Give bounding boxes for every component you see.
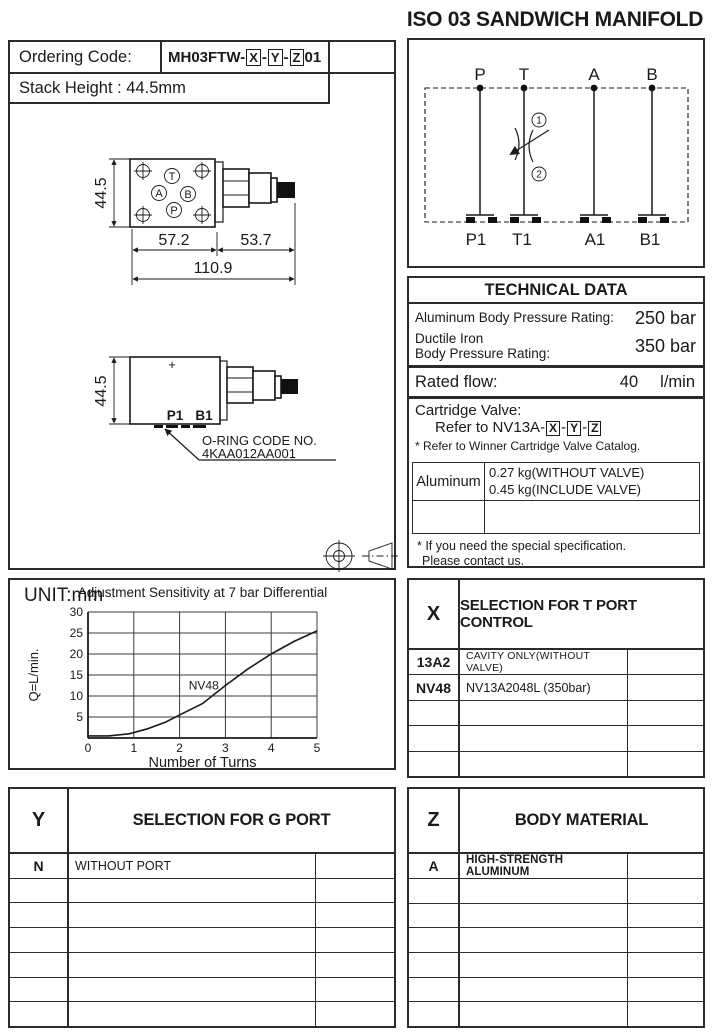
selection-x-table [407, 578, 705, 778]
side-view-drawing [62, 347, 357, 472]
table-row [10, 978, 394, 1003]
weight-material: Aluminum [413, 463, 485, 500]
ordering-code-row [10, 42, 394, 74]
selection-x-title: SELECTION FOR T PORT CONTROL [460, 597, 637, 631]
unit-label: UNIT:mm [24, 585, 104, 606]
svg-text:0: 0 [84, 741, 92, 755]
pressure2-label: Ductile Iron Body Pressure Rating: [415, 330, 551, 361]
plus-mark-icon: + [168, 357, 176, 372]
cartridge-box-y: Y [567, 421, 581, 436]
table-row [409, 752, 703, 776]
technical-data-panel [407, 276, 705, 568]
table-row [10, 953, 394, 978]
page-title: ISO 03 SANDWICH MANIFOLD [406, 8, 704, 31]
table-row: N WITHOUT PORT [10, 854, 394, 879]
svg-text:Number of Turns: Number of Turns [148, 755, 257, 768]
table-row [10, 1002, 394, 1026]
stack-height-row: Stack Height : 44.5mm [10, 74, 330, 104]
cone-icon [362, 543, 398, 569]
schematic-port-b1: B1 [639, 230, 661, 249]
table-row [409, 701, 703, 726]
port-t-label: T [168, 171, 176, 183]
svg-text:5: 5 [313, 741, 321, 755]
port-p-label: P [170, 205, 178, 217]
selection-z-key: Z [409, 789, 460, 852]
pressure2-value: 350 bar [634, 336, 696, 357]
ordering-code-value [162, 42, 330, 72]
rated-flow-unit: l/min [660, 372, 695, 391]
svg-text:NV48: NV48 [188, 678, 219, 693]
adjustment-sensitivity-chart [8, 578, 396, 770]
oring-note-line1: O-RING CODE NO. [202, 433, 317, 448]
chart-canvas [10, 580, 394, 768]
table-row [409, 904, 703, 929]
table-row [10, 928, 394, 953]
svg-text:2: 2 [176, 741, 183, 755]
table-row: NV48 NV13A2048L (350bar) [409, 675, 703, 700]
ordering-code-sep: - [261, 48, 267, 66]
table-row: A HIGH-STRENGTH ALUMINUM [409, 854, 703, 879]
side-port-b1-label: B1 [195, 408, 213, 423]
rated-flow-value: 40 [619, 372, 639, 391]
selection-y-table [8, 787, 396, 1028]
svg-text:3: 3 [222, 741, 229, 755]
selection-z-title: BODY MATERIAL [514, 811, 649, 829]
technical-data-title: TECHNICAL DATA [409, 278, 703, 304]
weight-values: 0.27 kg(WITHOUT VALVE) 0.45 kg(INCLUDE VALVE) [489, 465, 645, 497]
oring-note-line2: 4KAA012AA001 [202, 446, 296, 461]
side-port-p1-label: P1 [166, 408, 184, 423]
dim-height: 44.5 [93, 177, 110, 209]
special-spec-note: * If you need the special specification. Please contact us. [417, 539, 627, 568]
table-row [409, 1002, 703, 1026]
pressure1-label: Aluminum Body Pressure Rating: [415, 309, 614, 325]
cartridge-valve-profile [223, 169, 295, 207]
throttle-valve-icon [511, 113, 549, 181]
dim-height-side: 44.5 [93, 375, 110, 407]
table-row [409, 879, 703, 904]
selection-x-key: X [409, 580, 460, 648]
svg-text:25: 25 [69, 626, 83, 640]
o-ring-marks [154, 425, 206, 428]
table-row [409, 726, 703, 751]
cartridge-line1: Cartridge Valve: [415, 402, 522, 419]
rated-flow-row [409, 368, 703, 399]
selection-z-table [407, 787, 705, 1028]
weight-values-empty [485, 501, 699, 533]
table-row [409, 928, 703, 953]
svg-text:Q=L/min.: Q=L/min. [26, 648, 41, 702]
table-row [10, 879, 394, 904]
pressure1-value: 250 bar [634, 307, 696, 328]
schematic-port-p1: P1 [465, 230, 487, 249]
svg-text:Adjustment Sensitivity at 7 ba: Adjustment Sensitivity at 7 bar Differential [77, 585, 328, 600]
cartridge-note: * Refer to Winner Cartridge Valve Catalog. [415, 439, 641, 453]
hydraulic-schematic [409, 40, 703, 266]
selection-y-key: Y [10, 789, 69, 852]
rated-flow-label: Rated flow: [415, 372, 498, 391]
cartridge-box-x: X [546, 421, 560, 436]
callout-1: 1 [536, 115, 542, 127]
ordering-code-prefix: MH03FTW- [168, 48, 246, 66]
cartridge-box-z: Z [588, 421, 601, 436]
dim-total: 110.9 [193, 260, 233, 277]
ordering-code-sep: - [283, 48, 289, 66]
svg-text:10: 10 [69, 689, 83, 703]
top-view-drawing [62, 137, 352, 297]
port-b-label: B [184, 189, 192, 201]
schematic-port-t: T [518, 65, 530, 84]
svg-text:5: 5 [76, 710, 83, 724]
svg-text:30: 30 [69, 605, 83, 619]
ordering-code-box-x: X [246, 49, 261, 66]
schematic-port-t1: T1 [512, 230, 532, 249]
table-row [409, 953, 703, 978]
dim-width1: 57.2 [158, 232, 190, 249]
schematic-port-a1: A1 [584, 230, 606, 249]
cartridge-reference: Refer to NV13A- X - Y - Z [415, 419, 697, 436]
ordering-code-suffix: 01 [304, 48, 322, 66]
svg-text:20: 20 [69, 647, 83, 661]
svg-text:15: 15 [69, 668, 83, 682]
table-row [10, 903, 394, 928]
table-row: 13A2 CAVITY ONLY(WITHOUT VALVE) [409, 650, 703, 675]
ordering-code-box-z: Z [290, 49, 304, 66]
cartridge-valve-profile-side [227, 367, 298, 403]
svg-text:1: 1 [130, 741, 138, 755]
table-row [409, 978, 703, 1003]
ordering-code-box-y: Y [268, 49, 283, 66]
ordering-code-label: Ordering Code: [10, 42, 162, 72]
callout-2: 2 [536, 169, 542, 181]
svg-text:4: 4 [267, 741, 275, 755]
cartridge-valve-section [409, 399, 703, 453]
dim-width2: 53.7 [240, 232, 272, 249]
weight-material-empty [413, 501, 485, 533]
port-a-label: A [155, 188, 163, 200]
schematic-port-b: B [646, 65, 658, 84]
schematic-panel [407, 38, 705, 268]
schematic-port-p: P [474, 65, 486, 84]
weight-table [412, 462, 700, 534]
schematic-port-a: A [588, 65, 600, 84]
first-angle-projection-icon [314, 538, 400, 574]
selection-y-title: SELECTION FOR G PORT [132, 811, 331, 829]
pressure-ratings [409, 304, 703, 368]
